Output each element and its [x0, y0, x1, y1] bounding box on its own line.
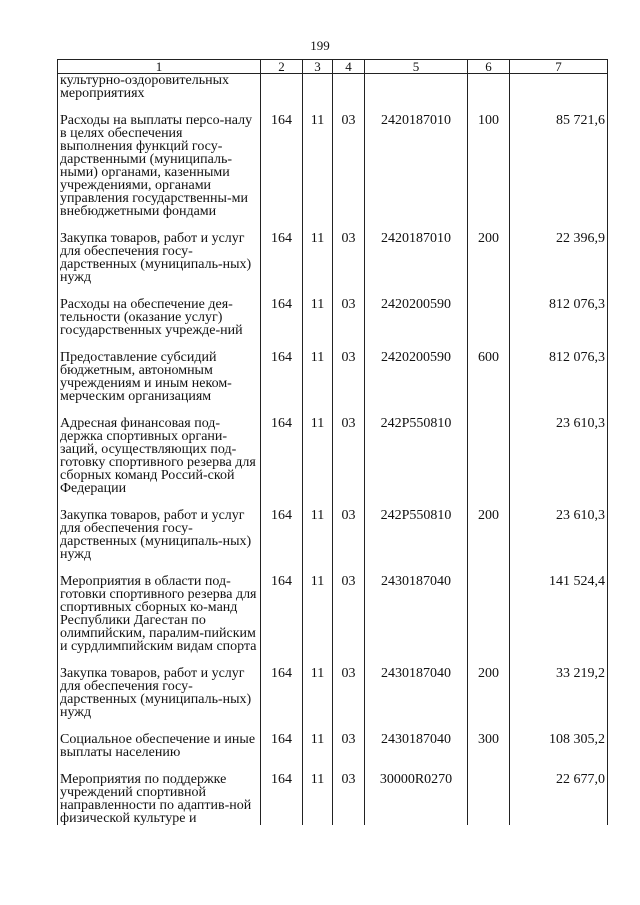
row-code-4: 03 [333, 298, 365, 337]
spacer-cell [333, 403, 365, 417]
column-header: 1 [58, 60, 261, 74]
spacer-cell [365, 653, 468, 667]
row-amount: 85 721,6 [510, 114, 608, 218]
row-spacer [58, 653, 608, 667]
row-spacer [58, 218, 608, 232]
row-code-5: 2420200590 [365, 298, 468, 337]
row-amount: 108 305,2 [510, 733, 608, 759]
row-code-4: 03 [333, 667, 365, 719]
spacer-cell [510, 284, 608, 298]
spacer-cell [58, 337, 261, 351]
spacer-cell [303, 759, 333, 773]
spacer-cell [365, 403, 468, 417]
table-row [58, 733, 608, 759]
page-number: 199 [310, 38, 330, 53]
spacer-cell [261, 337, 303, 351]
row-spacer [58, 759, 608, 773]
spacer-cell [261, 653, 303, 667]
row-code-2: 164 [261, 417, 303, 495]
spacer-cell [58, 759, 261, 773]
row-name: Расходы на обеспечение дея-тельности (оказание услуг) государственных учрежде-ний [58, 298, 261, 337]
table-header-row [58, 60, 608, 74]
column-header: 6 [468, 60, 510, 74]
spacer-cell [58, 561, 261, 575]
row-name: Закупка товаров, работ и услуг для обеспечения госу-дарственных (муниципаль-ных) нужд [58, 232, 261, 284]
spacer-cell [303, 218, 333, 232]
column-header: 3 [303, 60, 333, 74]
spacer-cell [510, 561, 608, 575]
row-code-2: 164 [261, 575, 303, 653]
row-code-6: 200 [468, 509, 510, 561]
row-code-2: 164 [261, 232, 303, 284]
row-code-4: 03 [333, 773, 365, 825]
row-name: Предоставление субсидий бюджетным, автономным учреждениям и иным неком-мерческим организациям [58, 351, 261, 403]
row-amount: 23 610,3 [510, 417, 608, 495]
spacer-cell [261, 719, 303, 733]
table-row [58, 773, 608, 825]
row-code-5: 2430187040 [365, 575, 468, 653]
spacer-cell [365, 218, 468, 232]
spacer-cell [261, 284, 303, 298]
row-code-5: 2430187040 [365, 733, 468, 759]
spacer-cell [303, 561, 333, 575]
spacer-cell [365, 284, 468, 298]
row-name: Мероприятия по поддержке учреждений спортивной направленности по адаптив-ной физической культуре и [58, 773, 261, 825]
row-amount [510, 74, 608, 101]
row-code-3: 11 [303, 298, 333, 337]
spacer-cell [468, 100, 510, 114]
row-code-5: 2430187040 [365, 667, 468, 719]
row-amount: 22 677,0 [510, 773, 608, 825]
spacer-cell [468, 284, 510, 298]
row-name: Мероприятия в области под-готовки спортивного резерва для спортивных сборных ко-манд Республики Дагестан по олимпийским, паралим-пийским и сурдлимпийским видам спорта [58, 575, 261, 653]
row-code-5: 242P550810 [365, 509, 468, 561]
row-amount: 22 396,9 [510, 232, 608, 284]
spacer-cell [468, 719, 510, 733]
spacer-cell [333, 218, 365, 232]
spacer-cell [58, 495, 261, 509]
spacer-cell [58, 218, 261, 232]
row-code-5: 2420187010 [365, 232, 468, 284]
row-amount: 812 076,3 [510, 351, 608, 403]
table-row [58, 575, 608, 653]
spacer-cell [510, 218, 608, 232]
spacer-cell [303, 495, 333, 509]
spacer-cell [261, 218, 303, 232]
row-code-3: 11 [303, 114, 333, 218]
table-body [58, 74, 608, 826]
row-amount: 812 076,3 [510, 298, 608, 337]
row-code-3: 11 [303, 417, 333, 495]
table-row [58, 667, 608, 719]
spacer-cell [468, 337, 510, 351]
row-code-2: 164 [261, 773, 303, 825]
row-code-5: 2420200590 [365, 351, 468, 403]
row-code-3: 11 [303, 509, 333, 561]
row-code-6 [468, 298, 510, 337]
row-code-6: 200 [468, 232, 510, 284]
spacer-cell [365, 337, 468, 351]
row-code-3: 11 [303, 733, 333, 759]
spacer-cell [303, 403, 333, 417]
row-code-6 [468, 773, 510, 825]
row-code-4: 03 [333, 114, 365, 218]
spacer-cell [58, 403, 261, 417]
row-code-5: 30000R0270 [365, 773, 468, 825]
row-code-3: 11 [303, 232, 333, 284]
row-code-6 [468, 575, 510, 653]
spacer-cell [468, 759, 510, 773]
row-amount: 141 524,4 [510, 575, 608, 653]
spacer-cell [365, 759, 468, 773]
spacer-cell [303, 100, 333, 114]
row-name: Закупка товаров, работ и услуг для обеспечения госу-дарственных (муниципаль-ных) нужд [58, 667, 261, 719]
spacer-cell [510, 653, 608, 667]
spacer-cell [261, 403, 303, 417]
spacer-cell [510, 403, 608, 417]
table-row [58, 298, 608, 337]
spacer-cell [333, 337, 365, 351]
spacer-cell [333, 495, 365, 509]
row-code-6 [468, 74, 510, 101]
row-amount: 33 219,2 [510, 667, 608, 719]
row-code-4: 03 [333, 351, 365, 403]
spacer-cell [333, 284, 365, 298]
spacer-cell [468, 403, 510, 417]
row-code-2: 164 [261, 114, 303, 218]
spacer-cell [365, 561, 468, 575]
row-code-2 [261, 74, 303, 101]
spacer-cell [303, 337, 333, 351]
row-code-2: 164 [261, 667, 303, 719]
row-spacer [58, 337, 608, 351]
spacer-cell [261, 561, 303, 575]
row-name: культурно-оздоровительных мероприятиях [58, 74, 261, 101]
spacer-cell [468, 218, 510, 232]
row-code-3 [303, 74, 333, 101]
spacer-cell [303, 653, 333, 667]
column-header: 2 [261, 60, 303, 74]
row-code-4: 03 [333, 733, 365, 759]
row-code-3: 11 [303, 575, 333, 653]
spacer-cell [510, 100, 608, 114]
column-header: 7 [510, 60, 608, 74]
spacer-cell [468, 495, 510, 509]
table-row [58, 509, 608, 561]
row-code-3: 11 [303, 773, 333, 825]
spacer-cell [58, 100, 261, 114]
spacer-cell [58, 719, 261, 733]
row-code-4 [333, 74, 365, 101]
row-code-5: 2420187010 [365, 114, 468, 218]
row-code-6: 300 [468, 733, 510, 759]
spacer-cell [365, 495, 468, 509]
spacer-cell [261, 759, 303, 773]
spacer-cell [333, 719, 365, 733]
spacer-cell [510, 719, 608, 733]
row-name: Закупка товаров, работ и услуг для обеспечения госу-дарственных (муниципаль-ных) нужд [58, 509, 261, 561]
row-code-2: 164 [261, 298, 303, 337]
row-code-4: 03 [333, 417, 365, 495]
row-code-2: 164 [261, 351, 303, 403]
row-name: Расходы на выплаты персо-налу в целях обеспечения выполнения функций госу-дарственными (муниципаль-ными) органами, казенными учреждениями, органами управления государственны-ми внебюджетными фондами [58, 114, 261, 218]
column-header: 4 [333, 60, 365, 74]
row-code-6 [468, 417, 510, 495]
table-row [58, 74, 608, 101]
row-spacer [58, 403, 608, 417]
row-code-3: 11 [303, 667, 333, 719]
row-code-2: 164 [261, 509, 303, 561]
spacer-cell [510, 759, 608, 773]
column-header: 5 [365, 60, 468, 74]
spacer-cell [58, 653, 261, 667]
spacer-cell [261, 495, 303, 509]
row-spacer [58, 719, 608, 733]
spacer-cell [333, 100, 365, 114]
row-code-2: 164 [261, 733, 303, 759]
table-row [58, 114, 608, 218]
spacer-cell [333, 653, 365, 667]
spacer-cell [303, 284, 333, 298]
row-code-6: 100 [468, 114, 510, 218]
row-spacer [58, 495, 608, 509]
row-code-3: 11 [303, 351, 333, 403]
table-row [58, 232, 608, 284]
row-code-4: 03 [333, 232, 365, 284]
spacer-cell [468, 653, 510, 667]
row-code-5 [365, 74, 468, 101]
spacer-cell [303, 719, 333, 733]
spacer-cell [333, 759, 365, 773]
spacer-cell [365, 100, 468, 114]
row-code-6: 200 [468, 667, 510, 719]
table-row [58, 351, 608, 403]
row-code-6: 600 [468, 351, 510, 403]
row-spacer [58, 561, 608, 575]
spacer-cell [365, 719, 468, 733]
budget-table [57, 59, 608, 825]
row-spacer [58, 284, 608, 298]
spacer-cell [468, 561, 510, 575]
table-row [58, 417, 608, 495]
spacer-cell [510, 495, 608, 509]
spacer-cell [261, 100, 303, 114]
spacer-cell [333, 561, 365, 575]
row-name: Адресная финансовая под-держка спортивных органи-заций, осуществляющих под-готовку спортивного резерва для сборных команд Россий-ской Федерации [58, 417, 261, 495]
row-name: Социальное обеспечение и иные выплаты населению [58, 733, 261, 759]
spacer-cell [510, 337, 608, 351]
row-code-4: 03 [333, 509, 365, 561]
spacer-cell [58, 284, 261, 298]
row-code-5: 242P550810 [365, 417, 468, 495]
row-spacer [58, 100, 608, 114]
row-amount: 23 610,3 [510, 509, 608, 561]
row-code-4: 03 [333, 575, 365, 653]
